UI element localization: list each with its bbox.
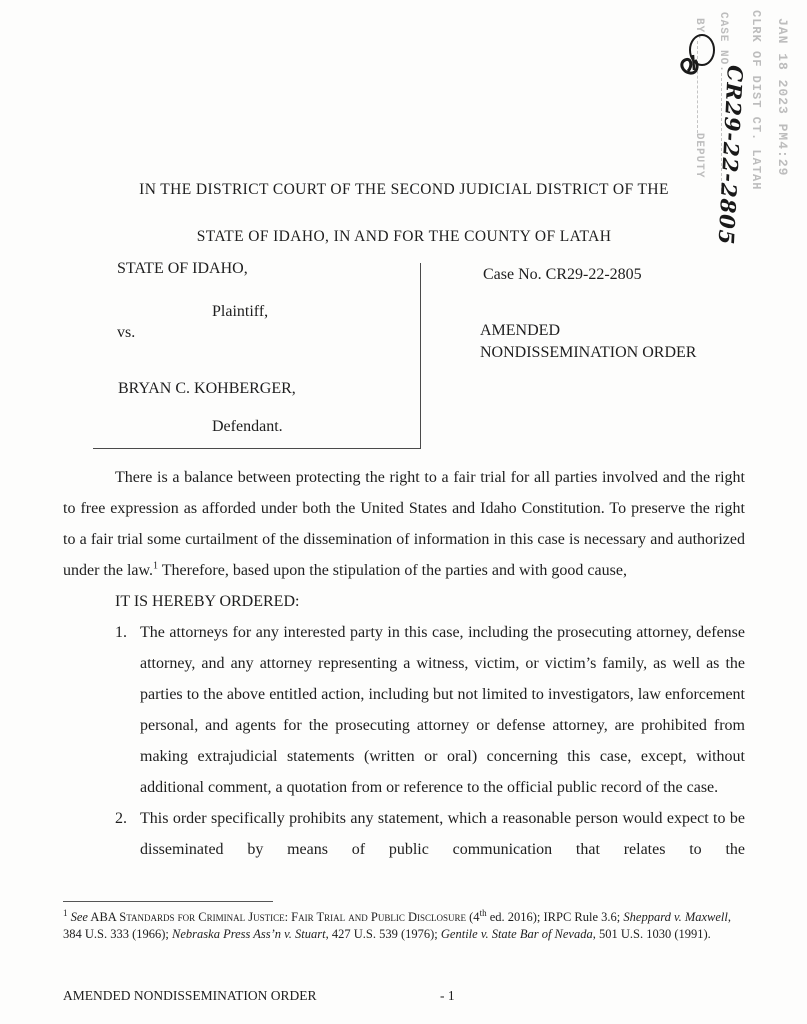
footnote-case-nebraska: Nebraska Press Ass’n v. Stuart <box>172 927 326 941</box>
stamp-clerk-line: CLRK OF DIST CT. LATAH <box>749 10 763 191</box>
stamp-deputy-label: DEPUTY <box>693 132 705 179</box>
footnote-case-gentile: Gentile v. State Bar of Nevada <box>440 927 593 941</box>
footnote-1-marker: 1 <box>63 907 68 918</box>
deputy-signature-scribble <box>671 30 717 88</box>
order-item-2-number: 2. <box>115 810 127 827</box>
footnote-section <box>63 901 745 943</box>
footer-document-title: AMENDED NONDISSEMINATION ORDER <box>63 988 317 1003</box>
order-item-1 <box>63 617 745 803</box>
court-title-line2: STATE OF IDAHO, IN AND FOR THE COUNTY OF LATAH <box>196 228 612 245</box>
order-body <box>63 462 745 865</box>
caption-vertical-rule <box>420 263 421 448</box>
order-item-1-text: The attorneys for any interested party in this case, including the prosecuting attorney, defense attorney, and any attorney representing a witness, victim, or victim’s family, as well as the parties to the above entitled action, including but not limited to investigators, law enforcement personal, and agents for the prosecuting attorney or defense attorney, are prohibited from making extrajudicial statements (written or oral) concerning this case, except, without additional comment, a quotation from or reference to the official public record of the case. <box>140 624 745 796</box>
footnote-case-sheppard: Sheppard v. Maxwell <box>623 910 728 924</box>
order-item-2-text: This order specifically prohibits any statement, which a reasonable person would expect to be disseminated by means of public communication that relates to the <box>140 810 745 858</box>
footnote-text: , 384 U.S. 333 (1966); <box>63 910 732 941</box>
versus-label: vs. <box>117 324 136 341</box>
court-title <box>63 166 745 260</box>
stamp-by-label: BY- <box>693 18 705 41</box>
order-title <box>480 320 696 364</box>
order-item-2 <box>63 803 745 865</box>
defendant-role: Defendant. <box>212 418 283 435</box>
order-title-line1: AMENDED <box>480 322 560 339</box>
order-title-line2: NONDISSEMINATION ORDER <box>480 344 697 361</box>
footnote-text: , 427 U.S. 539 (1976); <box>325 927 441 941</box>
plaintiff-name: STATE OF IDAHO, <box>117 260 248 277</box>
footnote-separator-rule <box>63 901 273 902</box>
footnote-text: ABA <box>87 910 120 924</box>
stamp-case-no-label: CASE NO. <box>717 12 729 73</box>
caption-horizontal-rule <box>93 448 421 449</box>
intro-paragraph <box>63 462 745 586</box>
footnote-treatise-title: Standards for Criminal Justice: Fair Trial and Public Disclosure <box>119 910 467 924</box>
defendant-name: BRYAN C. KOHBERGER, <box>118 380 296 397</box>
court-title-line1: IN THE DISTRICT COURT OF THE SECOND JUDICIAL DISTRICT OF THE <box>139 181 669 198</box>
footnote-ed-sup: th <box>479 907 487 918</box>
order-item-1-number: 1. <box>115 624 127 641</box>
ordered-heading: IT IS HEREBY ORDERED: <box>115 593 300 610</box>
stamp-filed-date: JAN 18 2023 PM4:29 <box>775 18 790 177</box>
plaintiff-role: Plaintiff, <box>212 303 269 320</box>
handwritten-case-number: CR29-22-2805 <box>713 64 748 247</box>
footnote-reference: 1 <box>153 560 159 572</box>
case-caption <box>63 258 745 450</box>
footnote-see: See <box>70 910 88 924</box>
intro-text-1: There is a balance between protecting the right to a fair trial for all parties involved and the right to free expression as afforded under both the United States and Idaho Constitution. To preserve the right to a fair trial some curtailment of the dissemination of information in this case is necessary and authorized under the law. <box>63 469 745 579</box>
intro-text-2: Therefore, based upon the stipulation of the parties and with good cause, <box>158 562 627 579</box>
footnote-text: ed. 2016); IRPC Rule 3.6; <box>486 910 624 924</box>
document-footer <box>63 988 745 1004</box>
footnote-1 <box>63 909 745 943</box>
case-number: Case No. CR29-22-2805 <box>483 266 642 283</box>
page-number: - 1 <box>440 988 455 1003</box>
footnote-text: (4 <box>466 910 480 924</box>
footnote-text: , 501 U.S. 1030 (1991). <box>592 927 711 941</box>
